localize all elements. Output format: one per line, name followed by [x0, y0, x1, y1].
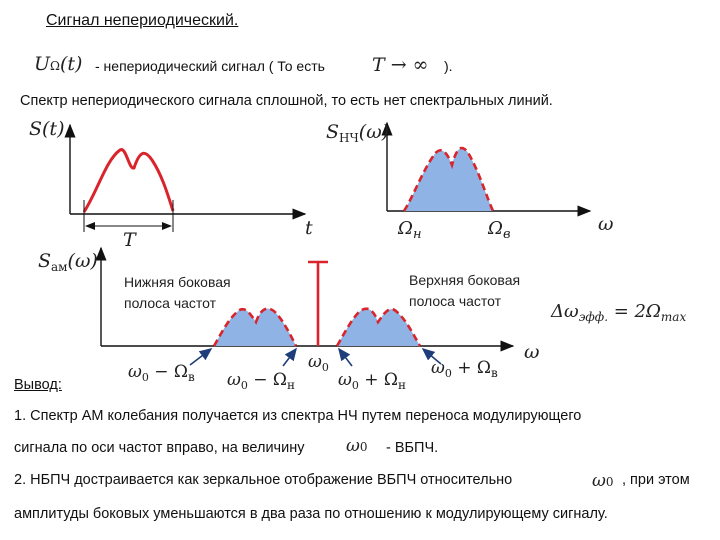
upper-sideband-fill [337, 309, 420, 346]
svg-text:ω0 + Ωн: $\omega_0 + \Omega_н$ [338, 370, 407, 392]
svg-text:ω0 − Ωв: $\omega_0 - \Omega_в$ [128, 362, 195, 384]
svg-text:ω0: $\omega_0$ [308, 352, 329, 374]
line2-text: - непериодический сигнал ( То есть [95, 58, 325, 74]
upper-band-label: Верхняя боковая полоса частот [409, 272, 521, 309]
lower-band-label: Нижняя боковая полоса частот [124, 274, 231, 311]
svg-text:SНЧ(ω): $S_{НЧ}(\omega)$ [326, 121, 390, 145]
arrow-w0-minus-wv [190, 349, 211, 365]
arrow-w0-plus-wn [339, 349, 352, 366]
page-title: Сигнал непериодический. [46, 12, 239, 29]
conclusion-p1a: 1. Спектр АМ колебания получается из спектра НЧ путем переноса модулирующего [14, 408, 582, 424]
svg-text:Ωв: $\Omega_в$ [488, 218, 511, 242]
svg-text:Δωэфф. = 2Ωmax: $\Delta\omega_{эфф.} = 2\Omega_{max}$ [551, 301, 687, 324]
spectrum-statement: Спектр непериодического сигнала сплошной, то есть нет спектральных линий. [20, 93, 553, 109]
conclusion-p2a: 2. НБПЧ достраивается как зеркальное отображение ВБПЧ относительно [14, 472, 513, 488]
conclusion-p2b: , при этом [622, 472, 690, 488]
plot1-curve [84, 150, 173, 212]
svg-text:Sам(ω): $S_{ам}(\omega)$ [38, 250, 98, 274]
signal-symbol: UΩ(t) [34, 53, 83, 75]
plot2-xlabel: ω [598, 213, 614, 235]
conclusion-p3: амплитуды боковых уменьшаются в два раза по отношению к модулирующему сигналу. [14, 506, 608, 522]
svg-text:Ωн: $\Omega_н$ [398, 218, 422, 242]
line2-math: T → ∞ [372, 54, 429, 76]
plot-lf-spectrum [326, 121, 614, 242]
plot-am-spectrum [38, 248, 686, 392]
conclusion-p2-symbol: ω0 [592, 471, 614, 491]
plot3-xlabel: ω [524, 341, 540, 363]
conclusion-heading: Вывод: [14, 377, 62, 393]
plot1-period-label: T [123, 229, 136, 251]
plot-time-signal [29, 118, 313, 251]
conclusion-p1b: сигнала по оси частот вправо, на величину [14, 440, 305, 456]
svg-text:ω0 − Ωн: $\omega_0 - \Omega_н$ [227, 370, 296, 392]
svg-text:ω0 + Ωв: $\omega_0 + \Omega_в$ [431, 358, 498, 380]
conclusion-p1c: - ВБПЧ. [386, 440, 439, 456]
plot1-ylabel: S(t) [29, 118, 65, 140]
line2-text-after: ). [444, 58, 453, 74]
conclusion-p1-symbol: ω0 [346, 436, 368, 456]
arrow-w0-minus-wn [283, 349, 296, 366]
plot1-xlabel: t [305, 217, 313, 239]
